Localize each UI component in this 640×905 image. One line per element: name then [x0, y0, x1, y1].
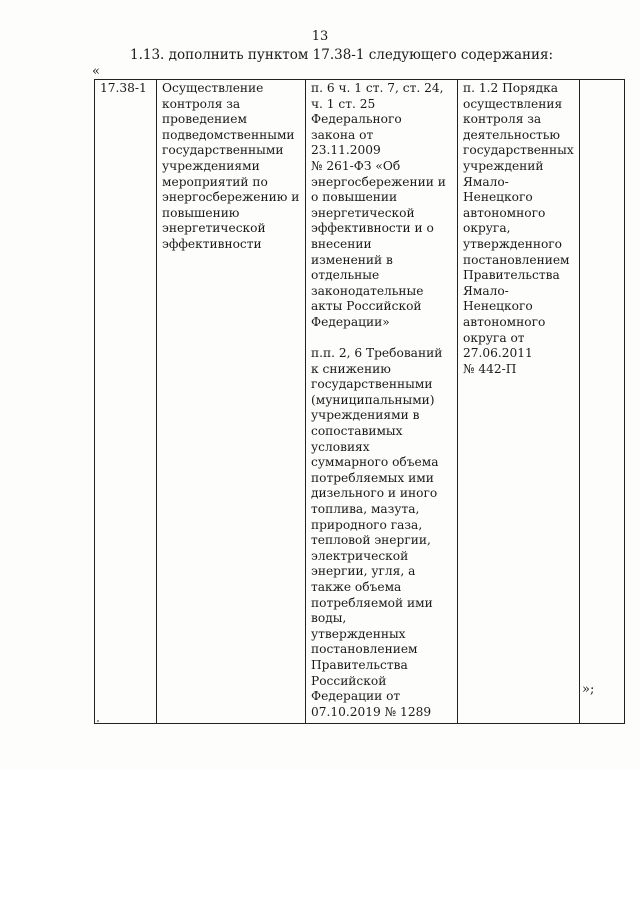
item-name-cell	[157, 80, 306, 724]
text-line: повышению	[162, 205, 240, 220]
text-line: Правительства	[311, 657, 408, 672]
text-line: акты Российской	[311, 299, 422, 314]
text-line: государственных	[463, 143, 574, 158]
text-line: государственными	[311, 377, 433, 392]
text-line: № 442-П	[463, 361, 517, 376]
text-line: Ненецкого	[463, 190, 533, 205]
amendment-heading: 1.13. дополнить пунктом 17.38-1 следующего содержания:	[130, 47, 554, 63]
text-line: энергетической	[311, 205, 415, 220]
empty-cell	[580, 80, 625, 724]
text-line: воды,	[311, 611, 347, 626]
procedure-cell	[458, 80, 580, 724]
text-line: округа от	[463, 330, 525, 345]
text-line: учреждений	[463, 158, 544, 173]
text-line: (муниципальными)	[311, 392, 435, 407]
text-line: также объема	[311, 580, 402, 594]
text-line: осуществления	[463, 96, 563, 111]
text-line: проведением	[162, 112, 247, 127]
text-line: энергетической	[162, 221, 266, 236]
page-number: 13	[311, 29, 329, 44]
text-line: закона от	[311, 127, 374, 142]
text-line: государственными	[162, 143, 284, 158]
legal-basis-requirements	[311, 346, 454, 720]
text-line: утвержденного	[463, 236, 563, 251]
item-number-cell	[95, 80, 157, 724]
text-line: Российской	[311, 673, 387, 688]
text-line: энергосбережению и	[162, 190, 300, 205]
text-line: контроля за	[463, 112, 542, 127]
item-number: 17.38-1	[100, 81, 147, 95]
text-line: природного газа,	[311, 517, 423, 532]
text-line: 07.10.2019 № 1289	[311, 704, 432, 719]
amendment-table	[94, 79, 625, 724]
text-line: п. 6 ч. 1 ст. 7, ст. 24,	[311, 81, 444, 95]
text-line: п. 1.2 Порядка	[463, 81, 558, 95]
text-line: учреждениями	[162, 158, 260, 173]
text-line: дизельного и иного	[311, 486, 438, 501]
text-line: автономного	[463, 205, 546, 220]
text-line: Федерации»	[311, 314, 390, 329]
text-line: изменений в	[311, 252, 393, 267]
procedure-text	[463, 81, 576, 377]
text-line: эффективности	[162, 236, 262, 251]
text-line: потребляемой ими	[311, 595, 433, 610]
text-line: ч. 1 ст. 25	[311, 96, 376, 111]
text-line: внесении	[311, 236, 372, 251]
legal-basis-federal-law	[311, 81, 454, 331]
text-line: постановлением	[463, 252, 570, 267]
text-line: электрической	[311, 548, 409, 563]
text-line: Ненецкого	[463, 299, 533, 314]
paragraph-gap	[311, 331, 454, 347]
legal-basis-cell	[306, 80, 458, 724]
text-line: мероприятий по	[162, 174, 268, 189]
text-line: Федерального	[311, 112, 402, 127]
text-line: Правительства	[463, 268, 560, 283]
opening-quote-mark: «	[92, 64, 100, 79]
text-line: Осуществление	[162, 81, 264, 95]
text-line: законодательные	[311, 283, 424, 298]
text-line: 27.06.2011	[463, 346, 533, 361]
text-line: подведомственными	[162, 127, 295, 142]
text-line: суммарного объема	[311, 455, 439, 470]
text-line: энергосбережении и	[311, 174, 446, 189]
text-line: деятельностью	[463, 127, 561, 142]
text-line: Ямало-	[463, 283, 509, 298]
text-line: постановлением	[311, 642, 418, 657]
text-line: топлива, мазута,	[311, 502, 420, 517]
text-line: тепловой энергии,	[311, 533, 431, 548]
text-line: Федерации от	[311, 689, 401, 704]
text-line: п.п. 2, 6 Требований	[311, 346, 443, 361]
text-line: энергии, угля, а	[311, 564, 416, 579]
text-line: Ямало-	[463, 174, 509, 189]
text-line: учреждениями в	[311, 408, 420, 423]
text-line: отдельные	[311, 268, 380, 283]
text-line: сопоставимых	[311, 424, 403, 439]
closing-quote-mark: »;	[582, 682, 595, 697]
blank-area	[0, 770, 640, 905]
text-line: о повышении	[311, 190, 398, 205]
text-line: № 261-ФЗ «Об	[311, 158, 401, 173]
text-line: эффективности и о	[311, 221, 434, 236]
text-line: 23.11.2009	[311, 143, 381, 158]
text-line: утвержденных	[311, 626, 406, 641]
text-line: условиях	[311, 439, 370, 454]
text-line: контроля за	[162, 96, 241, 111]
text-line: автономного	[463, 314, 546, 329]
table-row	[95, 80, 625, 724]
item-name-text	[162, 81, 302, 253]
text-line: потребляемых ими	[311, 470, 434, 485]
text-line: округа,	[463, 221, 511, 236]
scan-speck	[97, 720, 99, 722]
text-line: к снижению	[311, 361, 391, 376]
